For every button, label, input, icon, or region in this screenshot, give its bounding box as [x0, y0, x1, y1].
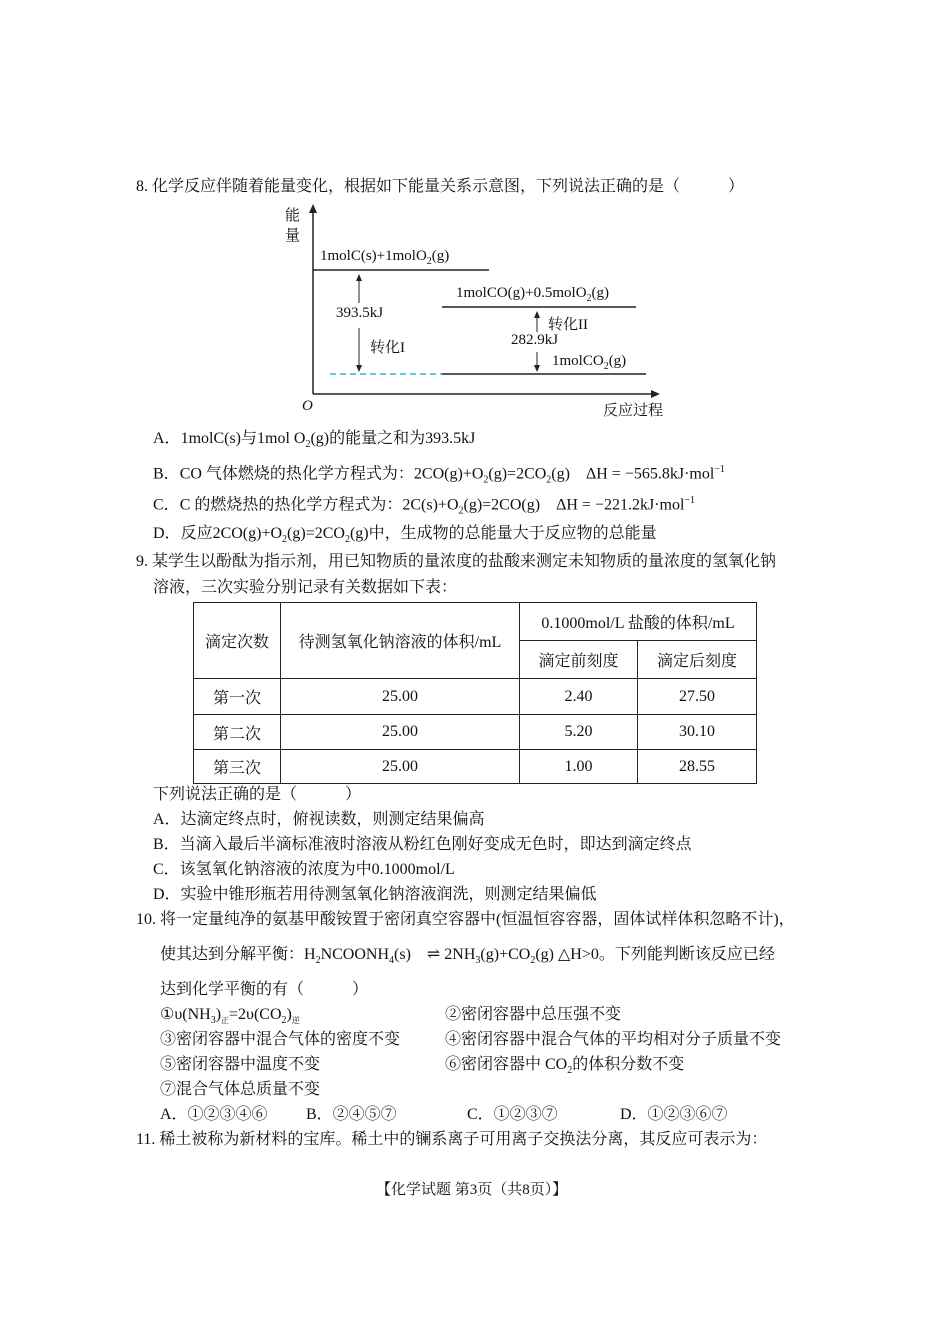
cell: 1.00	[520, 750, 638, 784]
header-before: 滴定前刻度	[520, 641, 638, 679]
cell: 28.55	[638, 750, 757, 784]
cell: 5.20	[520, 715, 638, 750]
q10-item-1: $①\upsilon(NH_3)_正=2\upsilon(CO_2)_逆$	[160, 1006, 300, 1027]
q10-item-7: ⑦混合气体总质量不变	[160, 1081, 321, 1098]
energy-diagram	[280, 200, 680, 420]
table-row	[194, 679, 757, 715]
q10-stem-2: 使其达到分解平衡：$H_2NCOONH_4(s)$ ⇌ $2NH_3(g)+CO_2(g)$ △H>0。下列能判断该反应已经	[160, 946, 775, 967]
cell: 第一次	[194, 679, 281, 715]
page-footer: 【化学试题 第3页（共8页）】	[376, 1182, 568, 1198]
cell: 2.40	[520, 679, 638, 715]
q9-prompt: 下列说法正确的是（ ）	[153, 786, 362, 803]
q11-stem: 11. 稀土被称为新材料的宝库。稀土中的镧系离子可用离子交换法分离，其反应可表示为：	[136, 1131, 768, 1148]
q10-item-6: ⑥密闭容器中 $CO_2$的体积分数不变	[445, 1056, 685, 1077]
q9-stem-1: 9. 某学生以酚酞为指示剂，用已知物质的量浓度的盐酸来测定未知物质的量浓度的氢氧化钠	[136, 553, 777, 570]
q10-answer-d: D．①②③⑥⑦	[620, 1106, 728, 1123]
transform-1: 转化I	[370, 340, 405, 356]
header-after: 滴定后刻度	[638, 641, 757, 679]
q8-stem: 8. 化学反应伴随着能量变化，根据如下能量关系示意图，下列说法正确的是（ ）	[136, 178, 745, 195]
q9-stem-2: 溶液，三次实验分别记录有关数据如下表：	[153, 579, 458, 596]
table-row	[194, 715, 757, 750]
cell: 第三次	[194, 750, 281, 784]
q10-item-3: ③密闭容器中混合气体的密度不变	[160, 1031, 401, 1048]
table-row	[194, 750, 757, 784]
q10-stem-3: 达到化学平衡的有（ ）	[160, 981, 369, 998]
q9-option-d: D．实验中锥形瓶若用待测氢氧化钠溶液润洗，则测定结果偏低	[153, 886, 597, 903]
x-axis-label: 反应过程	[603, 403, 664, 419]
q8-option-c: C．C 的燃烧热的热化学方程式为：$2C(s)+O_2(g)=2CO(g)$ ΔH = −221.2kJ·mol$^{-1}$	[153, 495, 696, 517]
level-reactants: 1molC(s)+1molO$_2$(g)	[320, 248, 450, 267]
cell: 25.00	[281, 750, 520, 784]
level-co2: 1molCO$_2$(g)	[552, 353, 627, 372]
q10-stem-1: 10. 将一定量纯净的氨基甲酸铵置于密闭真空容器中(恒温恒容容器，固体试样体积忽略不计)，	[136, 911, 795, 928]
header-hcl: 0.1000mol/L 盐酸的体积/mL	[520, 603, 757, 641]
energy-282: 282.9kJ	[511, 332, 559, 348]
origin-label: O	[302, 398, 313, 414]
q10-item-2: ②密闭容器中总压强不变	[445, 1006, 622, 1023]
q8-option-d: D．反应$2CO(g)+O_2(g)=2CO_2(g)$中，生成物的总能量大于反应物的总能量	[153, 525, 657, 546]
level-co: 1molCO(g)+0.5molO$_2$(g)	[456, 285, 610, 304]
cell: 第二次	[194, 715, 281, 750]
cell: 30.10	[638, 715, 757, 750]
y-axis-label-1: 能	[285, 208, 301, 224]
y-axis-label-2: 量	[285, 228, 301, 244]
titration-table	[193, 602, 757, 784]
q8-option-a: A．1molC(s)与1mol $O_2(g)$的能量之和为393.5kJ	[153, 430, 476, 451]
energy-393: 393.5kJ	[336, 305, 384, 321]
q10-answer-a: A．①②③④⑥	[160, 1106, 268, 1123]
cell: 25.00	[281, 679, 520, 715]
q9-option-a: A．达滴定终点时，俯视读数，则测定结果偏高	[153, 811, 485, 828]
q10-answer-b: B．②④⑤⑦	[306, 1106, 397, 1123]
q10-item-5: ⑤密闭容器中温度不变	[160, 1056, 321, 1073]
cell: 25.00	[281, 715, 520, 750]
cell: 27.50	[638, 679, 757, 715]
q10-item-4: ④密闭容器中混合气体的平均相对分子质量不变	[445, 1031, 782, 1048]
q8-option-b: B．CO 气体燃烧的热化学方程式为：$2CO(g)+O_2(g)=2CO_2(g)$ ΔH = −565.8kJ·mol$^{-1}$	[153, 464, 725, 486]
header-naoh: 待测氢氧化钠溶液的体积/mL	[281, 603, 520, 679]
header-count: 滴定次数	[194, 603, 281, 679]
q10-answer-c: C．①②③⑦	[467, 1106, 558, 1123]
transform-2: 转化II	[548, 317, 588, 333]
q9-option-b: B．当滴入最后半滴标准液时溶液从粉红色刚好变成无色时，即达到滴定终点	[153, 836, 692, 853]
q9-option-c: C．该氢氧化钠溶液的浓度为中0.1000mol/L	[153, 861, 455, 878]
